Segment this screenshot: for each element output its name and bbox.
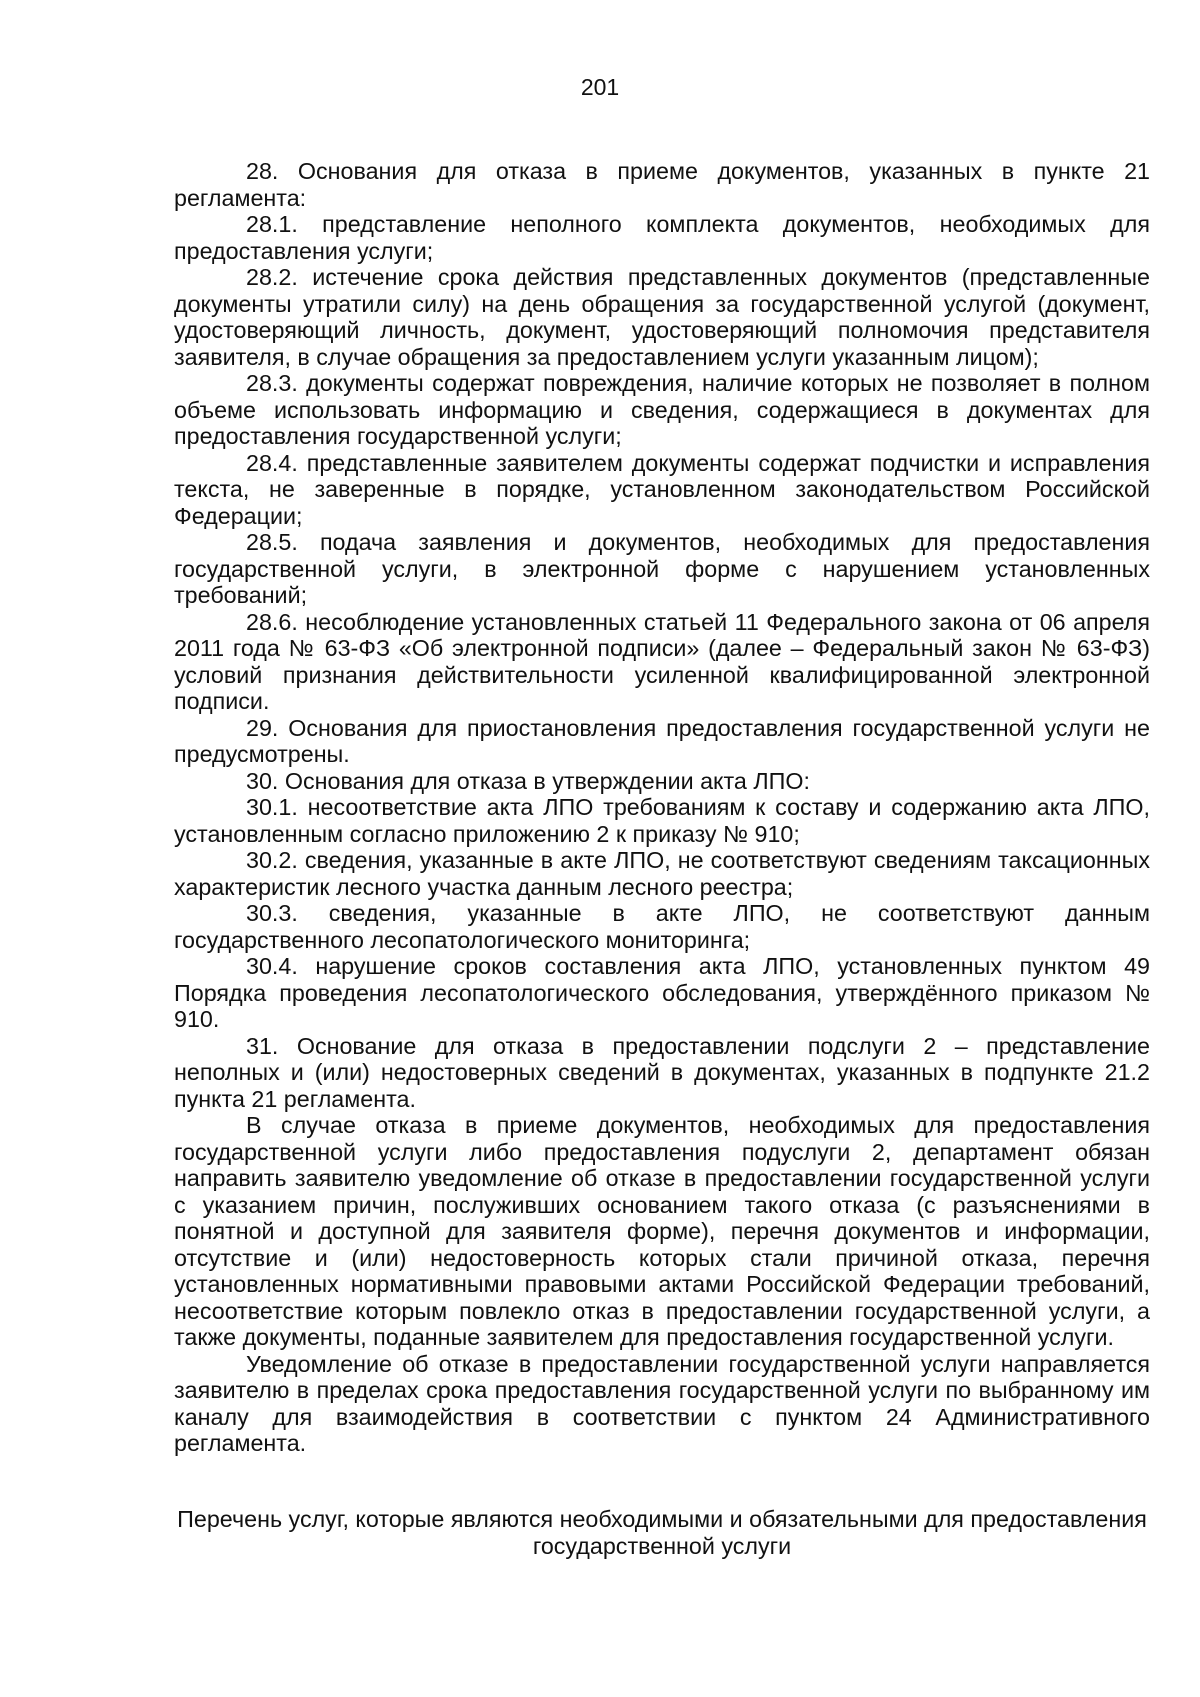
- paragraph-31: 31. Основание для отказа в предоставлении подслуги 2 – представление неполных и (или) недостоверных сведений в документах, указанных в подпункте 21.2 пункта 21 регламента.: [174, 1032, 1150, 1112]
- paragraph-30-1: 30.1. несоответствие акта ЛПО требованиям к составу и содержанию акта ЛПО, установленным согласно приложению 2 к приказу № 910;: [174, 794, 1150, 847]
- paragraph-refusal-notice: В случае отказа в приеме документов, необходимых для предоставления государственной услуги либо предоставления подуслуги 2, департамент обязан направить заявителю уведомление об отказе в предоставлении государственной услуги с указанием причин, послуживших основанием такого отказа (с разъяснениями в понятной и доступной для заявителя форме), перечня документов и информации, отсутствие и (или) недостоверность которых стали причиной отказа, перечня установленных нормативными правовыми актами Российской Федерации требований, несоответствие которым повлекло отказ в предоставлении государственной услуги, а также документы, поданные заявителем для предоставления государственной услуги.: [174, 1112, 1150, 1350]
- paragraph-28-4: 28.4. представленные заявителем документы содержат подчистки и исправления текста, не заверенные в порядке, установленном законодательством Российской Федерации;: [174, 449, 1150, 529]
- document-body: [174, 158, 1150, 1457]
- paragraph-30-2: 30.2. сведения, указанные в акте ЛПО, не соответствуют сведениям таксационных характеристик лесного участка данным лесного реестра;: [174, 847, 1150, 900]
- paragraph-28-6: 28.6. несоблюдение установленных статьей 11 Федерального закона от 06 апреля 2011 года № 63-ФЗ «Об электронной подписи» (далее – Федеральный закон № 63-ФЗ) условий признания действительности усиленной квалифицированной электронной подписи.: [174, 608, 1150, 714]
- paragraph-28-2: 28.2. истечение срока действия представленных документов (представленные документы утратили силу) на день обращения за государственной услугой (документ, удостоверяющий личность, документ, удостоверяющий полномочия представителя заявителя, в случае обращения за предоставлением услуги указанным лицом);: [174, 264, 1150, 370]
- paragraph-30: 30. Основания для отказа в утверждении акта ЛПО:: [246, 767, 810, 794]
- paragraph-30-3: 30.3. сведения, указанные в акте ЛПО, не соответствуют данным государственного лесопатологического мониторинга;: [174, 900, 1150, 953]
- paragraph-30-4: 30.4. нарушение сроков составления акта ЛПО, установленных пунктом 49 Порядка проведения лесопатологического обследования, утверждённого приказом № 910.: [174, 953, 1150, 1032]
- paragraph-28-5: 28.5. подача заявления и документов, необходимых для предоставления государственной услуги, в электронной форме с нарушением установленных требований;: [174, 529, 1150, 608]
- paragraph-notification: Уведомление об отказе в предоставлении государственной услуги направляется заявителю в пределах срока предоставления государственной услуги по выбранному им каналу для взаимодействия в соответствии с пунктом 24 Административного регламента.: [174, 1350, 1150, 1456]
- paragraph-28: 28. Основания для отказа в приеме документов, указанных в пункте 21 регламента:: [174, 158, 1150, 211]
- page-number: 201: [580, 74, 620, 100]
- paragraph-28-3: 28.3. документы содержат повреждения, наличие которых не позволяет в полном объеме использовать информацию и сведения, содержащиеся в документах для предоставления государственной услуги;: [174, 370, 1150, 449]
- paragraph-28-1: 28.1. представление неполного комплекта документов, необходимых для предоставления услуги;: [174, 211, 1150, 264]
- paragraph-29: 29. Основания для приостановления предоставления государственной услуги не предусмотрены.: [174, 714, 1150, 767]
- section-title: Перечень услуг, которые являются необходимыми и обязательными для предоставления государственной услуги: [177, 1506, 1147, 1559]
